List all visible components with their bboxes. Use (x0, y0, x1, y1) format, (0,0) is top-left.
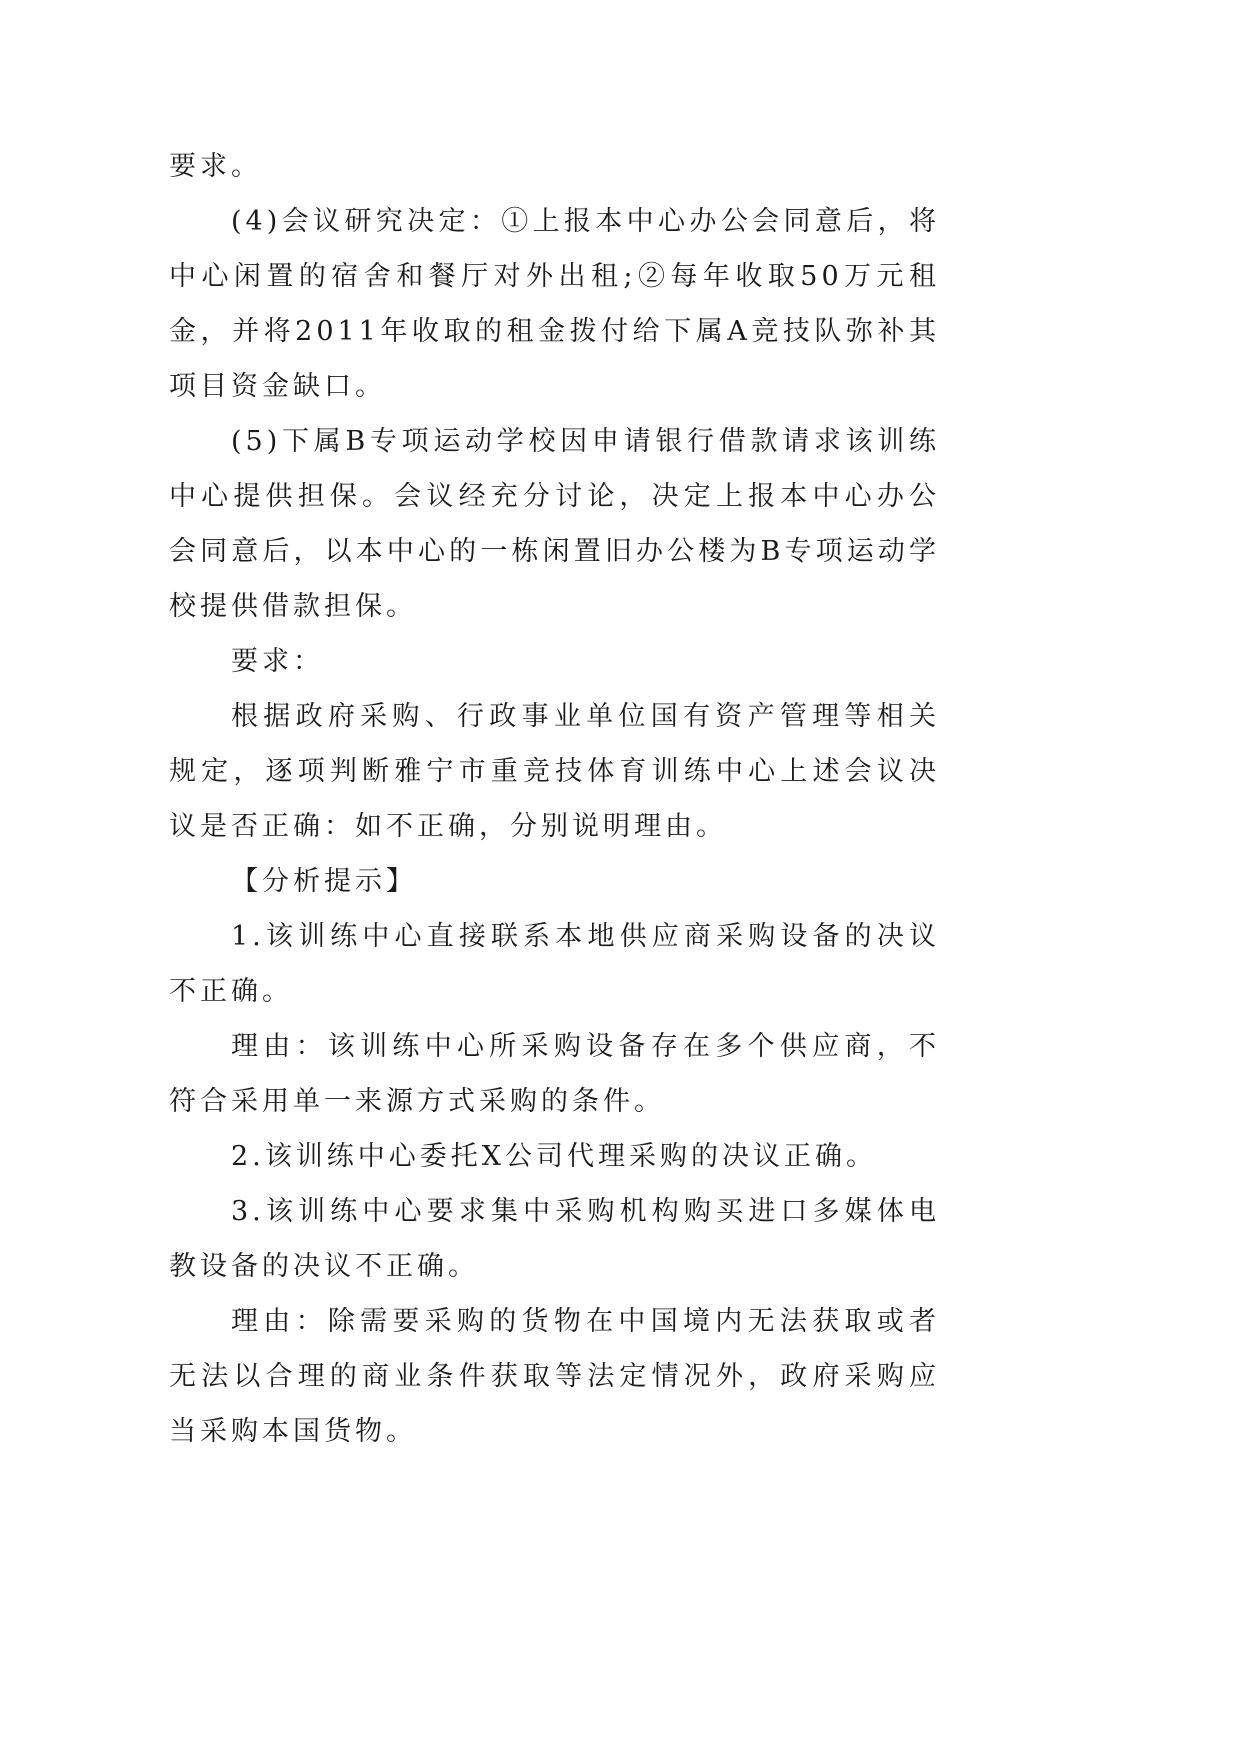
paragraph-analysis-2: 2.该训练中心委托X公司代理采购的决议正确。 (231, 1141, 877, 1172)
paragraph-analysis-1-reason: 理由：该训练中心所采购设备存在多个供应商，不符合采用单一来源方式采购的条件。 (169, 1031, 940, 1117)
paragraph-item-4: (4)会议研究决定：①上报本中心办公会同意后，将中心闲置的宿舍和餐厅对外出租;②每年收取50万元租金，并将2011年收取的租金拨付给下属A竞技队弥补其项目资金缺口。 (169, 206, 940, 402)
paragraph-analysis-1: 1.该训练中心直接联系本地供应商采购设备的决议不正确。 (169, 921, 940, 1007)
paragraph-analysis-3-reason: 理由：除需要采购的货物在中国境内无法获取或者无法以合理的商业条件获取等法定情况外，政府采购应当采购本国货物。 (169, 1306, 940, 1447)
paragraph-requirements-body: 根据政府采购、行政事业单位国有资产管理等相关规定，逐项判断雅宁市重竞技体育训练中心上述会议决议是否正确：如不正确，分别说明理由。 (169, 701, 940, 842)
paragraph-item-5: (5)下属B专项运动学校因申请银行借款请求该训练中心提供担保。会议经充分讨论，决定上报本中心办公会同意后，以本中心的一栋闲置旧办公楼为B专项运动学校提供借款担保。 (169, 426, 940, 622)
paragraph-analysis-heading: 【分析提示】 (231, 866, 417, 897)
paragraph-requirement-tail: 要求。 (169, 151, 262, 182)
document-body (169, 139, 940, 1459)
paragraph-analysis-3: 3.该训练中心要求集中采购机构购买进口多媒体电教设备的决议不正确。 (169, 1196, 940, 1282)
paragraph-requirements-heading: 要求： (231, 646, 324, 677)
